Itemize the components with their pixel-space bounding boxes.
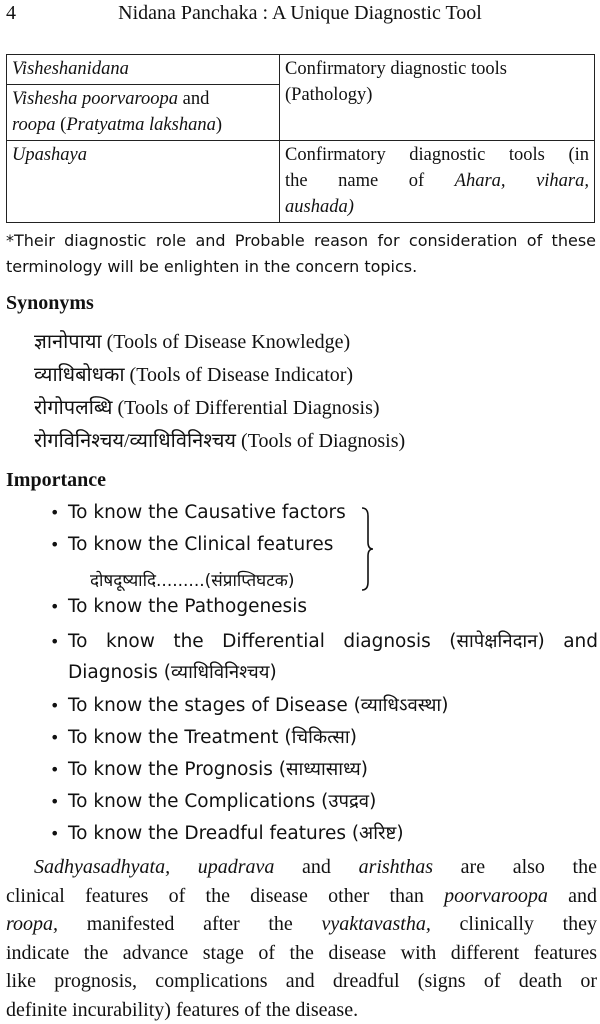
diagnostic-tools-table [6,54,595,223]
bullet-icon: • [50,696,60,715]
table-cell-term: Visheshanidana [7,55,280,85]
page-number: 4 [6,2,16,24]
list-item: • To know the Complications (उपद्रव) [50,791,377,812]
table-row [7,55,595,85]
table-row [7,141,595,223]
list-item: व्याधिबोधका (Tools of Disease Indicator) [34,364,354,386]
table-cell-description: Confirmatory diagnostic tools (Pathology) [280,55,595,141]
list-item: रोगोपलब्धि (Tools of Differential Diagnosis) [34,397,380,419]
bullet-icon: • [50,760,60,779]
bullet-icon: • [50,503,60,522]
body-paragraph: Sadhyasadhyata, upadrava and arishthas are also the clinical features of the disease other than poorvaroopa and roopa, manifested after the vyaktavastha, clinically they indicate the advance stage of the disease with different features like prognosis, complications and dreadful (signs of death or definite incurability) features of the disease. [6,856,597,1021]
bullet-icon: • [50,535,60,554]
importance-heading: Importance [6,469,106,491]
bullet-icon: • [50,597,60,616]
table-cell-term: Upashaya [7,141,280,223]
list-item: • To know the Causative factors [50,502,346,523]
list-item: • To know the Pathogenesis [50,596,307,617]
bullet-icon: • [50,728,60,747]
footnote: *Their diagnostic role and Probable reason for consideration of these terminology will be enlighten in the concern topics. [6,231,596,276]
right-brace-icon [360,506,374,592]
table-cell-description: Confirmatory diagnostic tools (in the name of Ahara, vihara, aushada) [280,141,595,223]
synonyms-list [34,326,574,458]
running-title: Nidana Panchaka : A Unique Diagnostic Tool [118,2,482,24]
list-item: • To know the Differential diagnosis (सापेक्षनिदान) and Diagnosis (व्याधिविनिश्चय) [50,631,598,683]
table-cell-term: Vishesha poorvaroopa and roopa (Pratyatma lakshana) [7,85,280,141]
synonyms-heading: Synonyms [6,292,94,314]
list-item: • To know the Treatment (चिकित्सा) [50,727,357,748]
list-item: • To know the stages of Disease (व्याधिऽवस्था) [50,695,449,716]
bullet-icon: • [50,792,60,811]
list-item: • To know the Prognosis (साध्यासाध्य) [50,759,368,780]
bullet-icon: • [50,632,60,651]
page-header [6,2,594,28]
list-item: • To know the Dreadful features (अरिष्ट) [50,823,404,844]
list-item: ज्ञानोपाया (Tools of Disease Knowledge) [34,331,351,353]
list-item: • To know the Clinical features [50,534,334,555]
bullet-icon: • [50,824,60,843]
list-item: रोगविनिश्चय/व्याधिविनिश्चय (Tools of Diagnosis) [34,430,406,452]
sub-line-samprapti: दोषदूष्यादि.........(संप्राप्तिघटक) [90,571,295,591]
